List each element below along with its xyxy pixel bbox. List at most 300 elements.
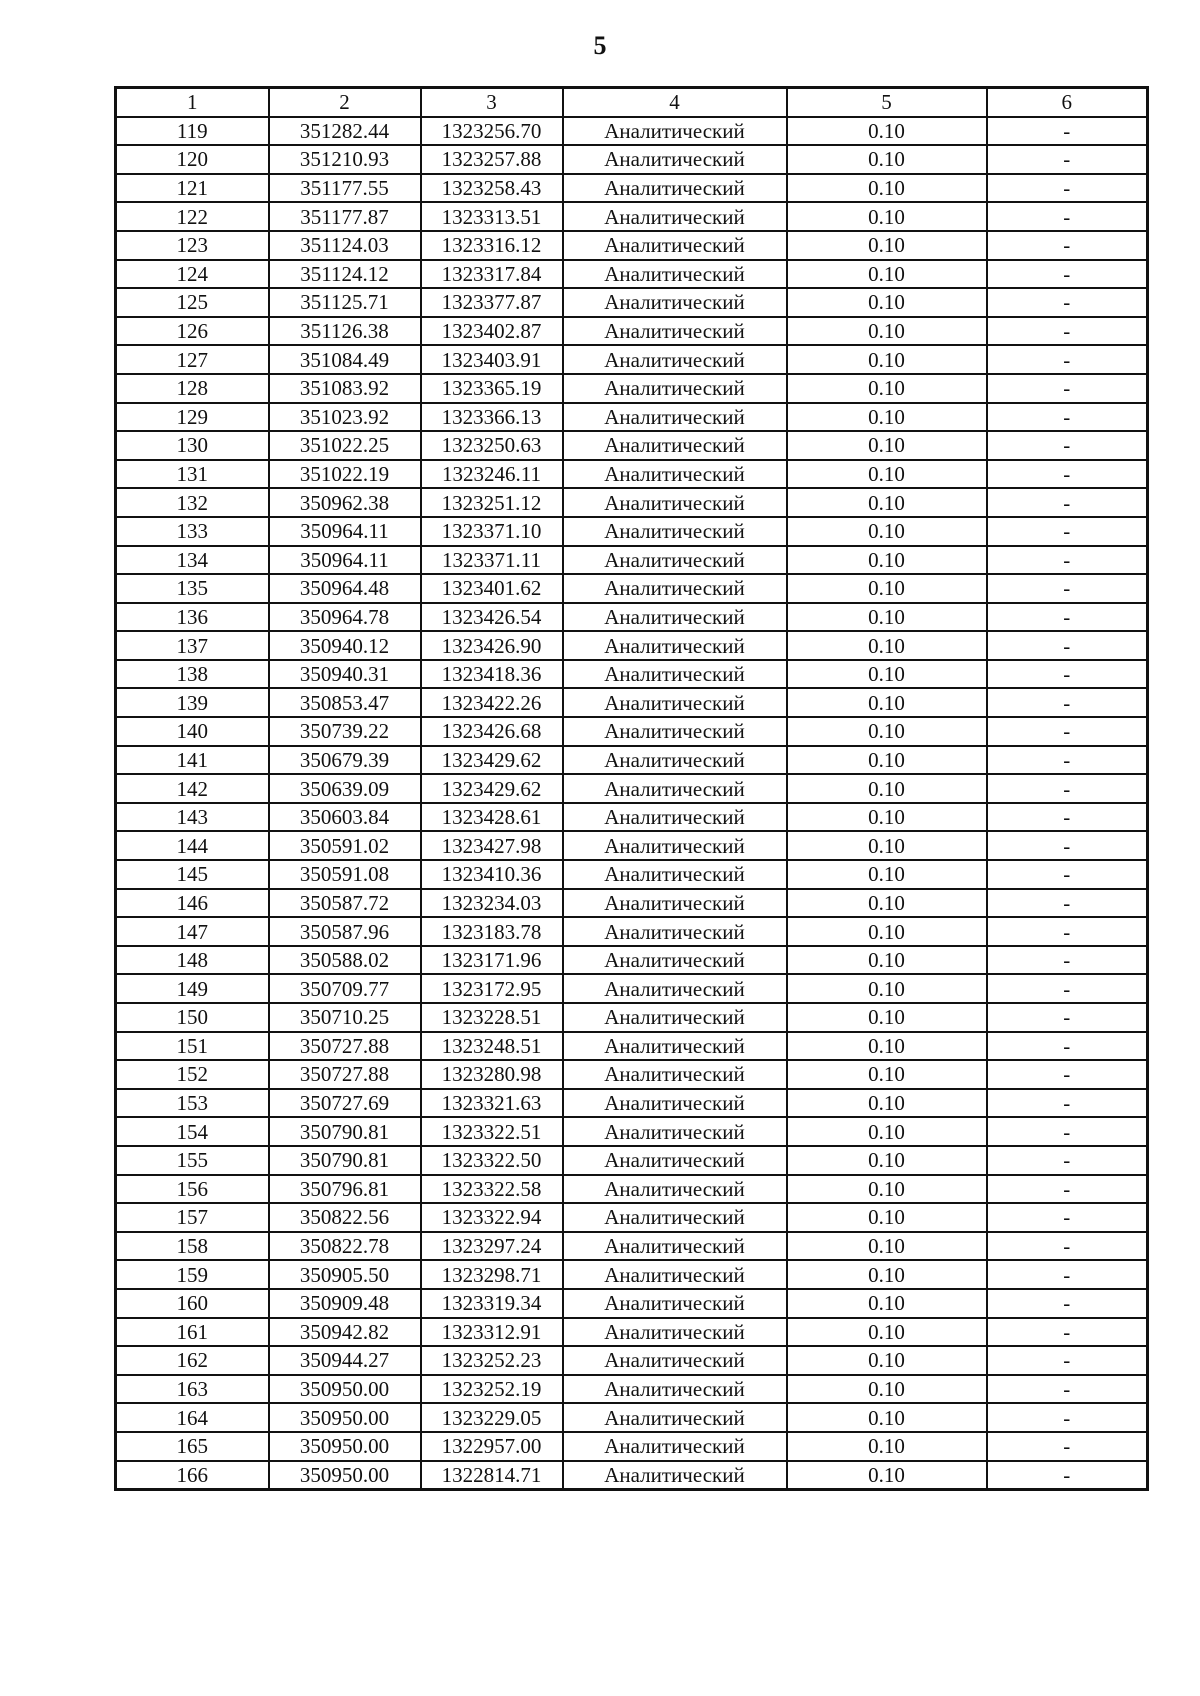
note-cell: - <box>987 1375 1148 1404</box>
table-row <box>116 1175 1148 1204</box>
x-coordinate-cell: 350639.09 <box>269 774 421 803</box>
table-row <box>116 1146 1148 1175</box>
note-cell: - <box>987 374 1148 403</box>
note-cell: - <box>987 1232 1148 1261</box>
x-coordinate-cell: 350822.56 <box>269 1203 421 1232</box>
method-cell: Аналитический <box>563 374 787 403</box>
x-coordinate-cell: 350905.50 <box>269 1260 421 1289</box>
accuracy-cell: 0.10 <box>787 117 987 146</box>
method-cell: Аналитический <box>563 631 787 660</box>
accuracy-cell: 0.10 <box>787 803 987 832</box>
point-number-cell: 165 <box>116 1432 269 1461</box>
y-coordinate-cell: 1323317.84 <box>421 260 563 289</box>
method-cell: Аналитический <box>563 517 787 546</box>
note-cell: - <box>987 1432 1148 1461</box>
note-cell: - <box>987 431 1148 460</box>
accuracy-cell: 0.10 <box>787 688 987 717</box>
note-cell: - <box>987 774 1148 803</box>
table-row <box>116 946 1148 975</box>
x-coordinate-cell: 350710.25 <box>269 1003 421 1032</box>
point-number-cell: 129 <box>116 403 269 432</box>
note-cell: - <box>987 1060 1148 1089</box>
point-number-cell: 123 <box>116 231 269 260</box>
point-number-cell: 154 <box>116 1117 269 1146</box>
x-coordinate-cell: 351210.93 <box>269 145 421 174</box>
note-cell: - <box>987 974 1148 1003</box>
method-cell: Аналитический <box>563 688 787 717</box>
note-cell: - <box>987 1318 1148 1347</box>
method-cell: Аналитический <box>563 1346 787 1375</box>
point-number-cell: 120 <box>116 145 269 174</box>
note-cell: - <box>987 831 1148 860</box>
method-cell: Аналитический <box>563 174 787 203</box>
y-coordinate-cell: 1323401.62 <box>421 574 563 603</box>
y-coordinate-cell: 1323257.88 <box>421 145 563 174</box>
x-coordinate-cell: 350588.02 <box>269 946 421 975</box>
method-cell: Аналитический <box>563 1146 787 1175</box>
x-coordinate-cell: 351022.19 <box>269 460 421 489</box>
point-number-cell: 141 <box>116 746 269 775</box>
point-number-cell: 145 <box>116 860 269 889</box>
note-cell: - <box>987 1346 1148 1375</box>
x-coordinate-cell: 350796.81 <box>269 1175 421 1204</box>
note-cell: - <box>987 1003 1148 1032</box>
x-coordinate-cell: 350944.27 <box>269 1346 421 1375</box>
x-coordinate-cell: 350591.02 <box>269 831 421 860</box>
point-number-cell: 151 <box>116 1032 269 1061</box>
note-cell: - <box>987 1403 1148 1432</box>
table-row <box>116 1089 1148 1118</box>
y-coordinate-cell: 1323312.91 <box>421 1318 563 1347</box>
x-coordinate-cell: 351124.12 <box>269 260 421 289</box>
point-number-cell: 164 <box>116 1403 269 1432</box>
point-number-cell: 159 <box>116 1260 269 1289</box>
y-coordinate-cell: 1323402.87 <box>421 317 563 346</box>
point-number-cell: 140 <box>116 717 269 746</box>
accuracy-cell: 0.10 <box>787 517 987 546</box>
point-number-cell: 128 <box>116 374 269 403</box>
x-coordinate-cell: 350587.72 <box>269 889 421 918</box>
y-coordinate-cell: 1323229.05 <box>421 1403 563 1432</box>
accuracy-cell: 0.10 <box>787 717 987 746</box>
note-cell: - <box>987 260 1148 289</box>
accuracy-cell: 0.10 <box>787 574 987 603</box>
accuracy-cell: 0.10 <box>787 1289 987 1318</box>
accuracy-cell: 0.10 <box>787 1318 987 1347</box>
table-row <box>116 889 1148 918</box>
header-row <box>116 88 1148 117</box>
point-number-cell: 149 <box>116 974 269 1003</box>
method-cell: Аналитический <box>563 1060 787 1089</box>
point-number-cell: 146 <box>116 889 269 918</box>
accuracy-cell: 0.10 <box>787 1260 987 1289</box>
note-cell: - <box>987 1461 1148 1490</box>
accuracy-cell: 0.10 <box>787 231 987 260</box>
accuracy-cell: 0.10 <box>787 1346 987 1375</box>
x-coordinate-cell: 350940.31 <box>269 660 421 689</box>
table-row <box>116 145 1148 174</box>
note-cell: - <box>987 574 1148 603</box>
accuracy-cell: 0.10 <box>787 1432 987 1461</box>
accuracy-cell: 0.10 <box>787 1032 987 1061</box>
table-row <box>116 460 1148 489</box>
y-coordinate-cell: 1323322.58 <box>421 1175 563 1204</box>
method-cell: Аналитический <box>563 145 787 174</box>
point-number-cell: 160 <box>116 1289 269 1318</box>
method-cell: Аналитический <box>563 117 787 146</box>
note-cell: - <box>987 546 1148 575</box>
y-coordinate-cell: 1323252.23 <box>421 1346 563 1375</box>
note-cell: - <box>987 603 1148 632</box>
note-cell: - <box>987 1089 1148 1118</box>
y-coordinate-cell: 1323251.12 <box>421 488 563 517</box>
y-coordinate-cell: 1323429.62 <box>421 746 563 775</box>
point-number-cell: 121 <box>116 174 269 203</box>
y-coordinate-cell: 1323298.71 <box>421 1260 563 1289</box>
method-cell: Аналитический <box>563 603 787 632</box>
note-cell: - <box>987 917 1148 946</box>
y-coordinate-cell: 1323321.63 <box>421 1089 563 1118</box>
x-coordinate-cell: 351177.55 <box>269 174 421 203</box>
table-row <box>116 746 1148 775</box>
accuracy-cell: 0.10 <box>787 1232 987 1261</box>
point-number-cell: 152 <box>116 1060 269 1089</box>
point-number-cell: 156 <box>116 1175 269 1204</box>
y-coordinate-cell: 1323426.90 <box>421 631 563 660</box>
x-coordinate-cell: 351126.38 <box>269 317 421 346</box>
column-header-4: 4 <box>563 88 787 117</box>
x-coordinate-cell: 350587.96 <box>269 917 421 946</box>
accuracy-cell: 0.10 <box>787 145 987 174</box>
x-coordinate-cell: 350962.38 <box>269 488 421 517</box>
method-cell: Аналитический <box>563 1461 787 1490</box>
x-coordinate-cell: 350727.88 <box>269 1060 421 1089</box>
accuracy-cell: 0.10 <box>787 631 987 660</box>
x-coordinate-cell: 351177.87 <box>269 202 421 231</box>
method-cell: Аналитический <box>563 231 787 260</box>
y-coordinate-cell: 1323365.19 <box>421 374 563 403</box>
accuracy-cell: 0.10 <box>787 260 987 289</box>
accuracy-cell: 0.10 <box>787 1175 987 1204</box>
method-cell: Аналитический <box>563 803 787 832</box>
accuracy-cell: 0.10 <box>787 660 987 689</box>
note-cell: - <box>987 488 1148 517</box>
point-number-cell: 119 <box>116 117 269 146</box>
point-number-cell: 136 <box>116 603 269 632</box>
x-coordinate-cell: 350790.81 <box>269 1117 421 1146</box>
y-coordinate-cell: 1323234.03 <box>421 889 563 918</box>
accuracy-cell: 0.10 <box>787 1117 987 1146</box>
x-coordinate-cell: 350950.00 <box>269 1403 421 1432</box>
point-number-cell: 125 <box>116 288 269 317</box>
point-number-cell: 126 <box>116 317 269 346</box>
y-coordinate-cell: 1323371.10 <box>421 517 563 546</box>
table-row <box>116 1289 1148 1318</box>
y-coordinate-cell: 1323322.94 <box>421 1203 563 1232</box>
x-coordinate-cell: 350950.00 <box>269 1375 421 1404</box>
x-coordinate-cell: 350950.00 <box>269 1432 421 1461</box>
table-row <box>116 174 1148 203</box>
note-cell: - <box>987 117 1148 146</box>
y-coordinate-cell: 1323316.12 <box>421 231 563 260</box>
method-cell: Аналитический <box>563 488 787 517</box>
x-coordinate-cell: 350909.48 <box>269 1289 421 1318</box>
table-row <box>116 1346 1148 1375</box>
y-coordinate-cell: 1323297.24 <box>421 1232 563 1261</box>
y-coordinate-cell: 1323258.43 <box>421 174 563 203</box>
table-body <box>116 117 1148 1490</box>
accuracy-cell: 0.10 <box>787 288 987 317</box>
y-coordinate-cell: 1323429.62 <box>421 774 563 803</box>
accuracy-cell: 0.10 <box>787 431 987 460</box>
column-header-5: 5 <box>787 88 987 117</box>
method-cell: Аналитический <box>563 1232 787 1261</box>
x-coordinate-cell: 350709.77 <box>269 974 421 1003</box>
method-cell: Аналитический <box>563 317 787 346</box>
x-coordinate-cell: 351282.44 <box>269 117 421 146</box>
accuracy-cell: 0.10 <box>787 1060 987 1089</box>
y-coordinate-cell: 1323280.98 <box>421 1060 563 1089</box>
table-row <box>116 1117 1148 1146</box>
x-coordinate-cell: 350739.22 <box>269 717 421 746</box>
table-row <box>116 860 1148 889</box>
y-coordinate-cell: 1323248.51 <box>421 1032 563 1061</box>
y-coordinate-cell: 1323228.51 <box>421 1003 563 1032</box>
y-coordinate-cell: 1323183.78 <box>421 917 563 946</box>
method-cell: Аналитический <box>563 1003 787 1032</box>
point-number-cell: 158 <box>116 1232 269 1261</box>
method-cell: Аналитический <box>563 917 787 946</box>
table-row <box>116 574 1148 603</box>
y-coordinate-cell: 1323256.70 <box>421 117 563 146</box>
method-cell: Аналитический <box>563 345 787 374</box>
table-row <box>116 1003 1148 1032</box>
note-cell: - <box>987 889 1148 918</box>
y-coordinate-cell: 1323171.96 <box>421 946 563 975</box>
table-row <box>116 1432 1148 1461</box>
accuracy-cell: 0.10 <box>787 1461 987 1490</box>
x-coordinate-cell: 350964.48 <box>269 574 421 603</box>
note-cell: - <box>987 1032 1148 1061</box>
table-row <box>116 317 1148 346</box>
table-row <box>116 1260 1148 1289</box>
note-cell: - <box>987 345 1148 374</box>
accuracy-cell: 0.10 <box>787 1403 987 1432</box>
note-cell: - <box>987 145 1148 174</box>
x-coordinate-cell: 350853.47 <box>269 688 421 717</box>
method-cell: Аналитический <box>563 1403 787 1432</box>
accuracy-cell: 0.10 <box>787 488 987 517</box>
method-cell: Аналитический <box>563 774 787 803</box>
note-cell: - <box>987 231 1148 260</box>
note-cell: - <box>987 660 1148 689</box>
note-cell: - <box>987 202 1148 231</box>
method-cell: Аналитический <box>563 260 787 289</box>
x-coordinate-cell: 351023.92 <box>269 403 421 432</box>
page-number: 5 <box>593 31 607 60</box>
method-cell: Аналитический <box>563 403 787 432</box>
note-cell: - <box>987 746 1148 775</box>
note-cell: - <box>987 1175 1148 1204</box>
accuracy-cell: 0.10 <box>787 1203 987 1232</box>
table-row <box>116 717 1148 746</box>
accuracy-cell: 0.10 <box>787 1089 987 1118</box>
column-header-6: 6 <box>987 88 1148 117</box>
y-coordinate-cell: 1323422.26 <box>421 688 563 717</box>
y-coordinate-cell: 1323377.87 <box>421 288 563 317</box>
accuracy-cell: 0.10 <box>787 1003 987 1032</box>
method-cell: Аналитический <box>563 1089 787 1118</box>
y-coordinate-cell: 1323246.11 <box>421 460 563 489</box>
point-number-cell: 162 <box>116 1346 269 1375</box>
table-row <box>116 1375 1148 1404</box>
table-row <box>116 117 1148 146</box>
y-coordinate-cell: 1323371.11 <box>421 546 563 575</box>
point-number-cell: 139 <box>116 688 269 717</box>
note-cell: - <box>987 317 1148 346</box>
method-cell: Аналитический <box>563 889 787 918</box>
x-coordinate-cell: 350942.82 <box>269 1318 421 1347</box>
point-number-cell: 134 <box>116 546 269 575</box>
x-coordinate-cell: 350790.81 <box>269 1146 421 1175</box>
point-number-cell: 122 <box>116 202 269 231</box>
accuracy-cell: 0.10 <box>787 546 987 575</box>
point-number-cell: 153 <box>116 1089 269 1118</box>
x-coordinate-cell: 351124.03 <box>269 231 421 260</box>
accuracy-cell: 0.10 <box>787 374 987 403</box>
table-row <box>116 403 1148 432</box>
method-cell: Аналитический <box>563 574 787 603</box>
accuracy-cell: 0.10 <box>787 831 987 860</box>
note-cell: - <box>987 1260 1148 1289</box>
y-coordinate-cell: 1323322.50 <box>421 1146 563 1175</box>
method-cell: Аналитический <box>563 746 787 775</box>
method-cell: Аналитический <box>563 202 787 231</box>
table-row <box>116 288 1148 317</box>
y-coordinate-cell: 1323366.13 <box>421 403 563 432</box>
method-cell: Аналитический <box>563 1318 787 1347</box>
point-number-cell: 143 <box>116 803 269 832</box>
point-number-cell: 157 <box>116 1203 269 1232</box>
note-cell: - <box>987 688 1148 717</box>
note-cell: - <box>987 1289 1148 1318</box>
point-number-cell: 161 <box>116 1318 269 1347</box>
point-number-cell: 166 <box>116 1461 269 1490</box>
x-coordinate-cell: 350591.08 <box>269 860 421 889</box>
x-coordinate-cell: 350964.11 <box>269 546 421 575</box>
accuracy-cell: 0.10 <box>787 974 987 1003</box>
accuracy-cell: 0.10 <box>787 202 987 231</box>
table-row <box>116 1060 1148 1089</box>
column-header-3: 3 <box>421 88 563 117</box>
table-row <box>116 1232 1148 1261</box>
method-cell: Аналитический <box>563 946 787 975</box>
method-cell: Аналитический <box>563 717 787 746</box>
coordinates-table <box>114 86 1149 1491</box>
table-row <box>116 1203 1148 1232</box>
column-header-1: 1 <box>116 88 269 117</box>
method-cell: Аналитический <box>563 1032 787 1061</box>
table-row <box>116 774 1148 803</box>
x-coordinate-cell: 351125.71 <box>269 288 421 317</box>
y-coordinate-cell: 1323403.91 <box>421 345 563 374</box>
accuracy-cell: 0.10 <box>787 174 987 203</box>
table-row <box>116 517 1148 546</box>
x-coordinate-cell: 350727.88 <box>269 1032 421 1061</box>
accuracy-cell: 0.10 <box>787 603 987 632</box>
table-row <box>116 260 1148 289</box>
note-cell: - <box>987 174 1148 203</box>
method-cell: Аналитический <box>563 1175 787 1204</box>
method-cell: Аналитический <box>563 288 787 317</box>
accuracy-cell: 0.10 <box>787 946 987 975</box>
point-number-cell: 127 <box>116 345 269 374</box>
y-coordinate-cell: 1323426.68 <box>421 717 563 746</box>
table-row <box>116 974 1148 1003</box>
method-cell: Аналитический <box>563 660 787 689</box>
x-coordinate-cell: 351022.25 <box>269 431 421 460</box>
method-cell: Аналитический <box>563 831 787 860</box>
point-number-cell: 155 <box>116 1146 269 1175</box>
accuracy-cell: 0.10 <box>787 774 987 803</box>
method-cell: Аналитический <box>563 1117 787 1146</box>
table-row <box>116 374 1148 403</box>
table-row <box>116 1461 1148 1490</box>
x-coordinate-cell: 350603.84 <box>269 803 421 832</box>
note-cell: - <box>987 460 1148 489</box>
x-coordinate-cell: 350964.78 <box>269 603 421 632</box>
y-coordinate-cell: 1323319.34 <box>421 1289 563 1318</box>
accuracy-cell: 0.10 <box>787 317 987 346</box>
method-cell: Аналитический <box>563 974 787 1003</box>
point-number-cell: 135 <box>116 574 269 603</box>
note-cell: - <box>987 803 1148 832</box>
point-number-cell: 124 <box>116 260 269 289</box>
table-row <box>116 831 1148 860</box>
table-row <box>116 202 1148 231</box>
accuracy-cell: 0.10 <box>787 889 987 918</box>
note-cell: - <box>987 288 1148 317</box>
y-coordinate-cell: 1323250.63 <box>421 431 563 460</box>
note-cell: - <box>987 517 1148 546</box>
y-coordinate-cell: 1323252.19 <box>421 1375 563 1404</box>
y-coordinate-cell: 1323426.54 <box>421 603 563 632</box>
method-cell: Аналитический <box>563 431 787 460</box>
x-coordinate-cell: 351084.49 <box>269 345 421 374</box>
point-number-cell: 150 <box>116 1003 269 1032</box>
column-header-2: 2 <box>269 88 421 117</box>
point-number-cell: 137 <box>116 631 269 660</box>
method-cell: Аналитический <box>563 1203 787 1232</box>
note-cell: - <box>987 1203 1148 1232</box>
y-coordinate-cell: 1323313.51 <box>421 202 563 231</box>
accuracy-cell: 0.10 <box>787 1375 987 1404</box>
accuracy-cell: 0.10 <box>787 345 987 374</box>
x-coordinate-cell: 351083.92 <box>269 374 421 403</box>
x-coordinate-cell: 350950.00 <box>269 1461 421 1490</box>
accuracy-cell: 0.10 <box>787 1146 987 1175</box>
method-cell: Аналитический <box>563 546 787 575</box>
accuracy-cell: 0.10 <box>787 860 987 889</box>
note-cell: - <box>987 717 1148 746</box>
x-coordinate-cell: 350679.39 <box>269 746 421 775</box>
y-coordinate-cell: 1322957.00 <box>421 1432 563 1461</box>
accuracy-cell: 0.10 <box>787 403 987 432</box>
table-row <box>116 546 1148 575</box>
y-coordinate-cell: 1322814.71 <box>421 1461 563 1490</box>
point-number-cell: 148 <box>116 946 269 975</box>
point-number-cell: 132 <box>116 488 269 517</box>
